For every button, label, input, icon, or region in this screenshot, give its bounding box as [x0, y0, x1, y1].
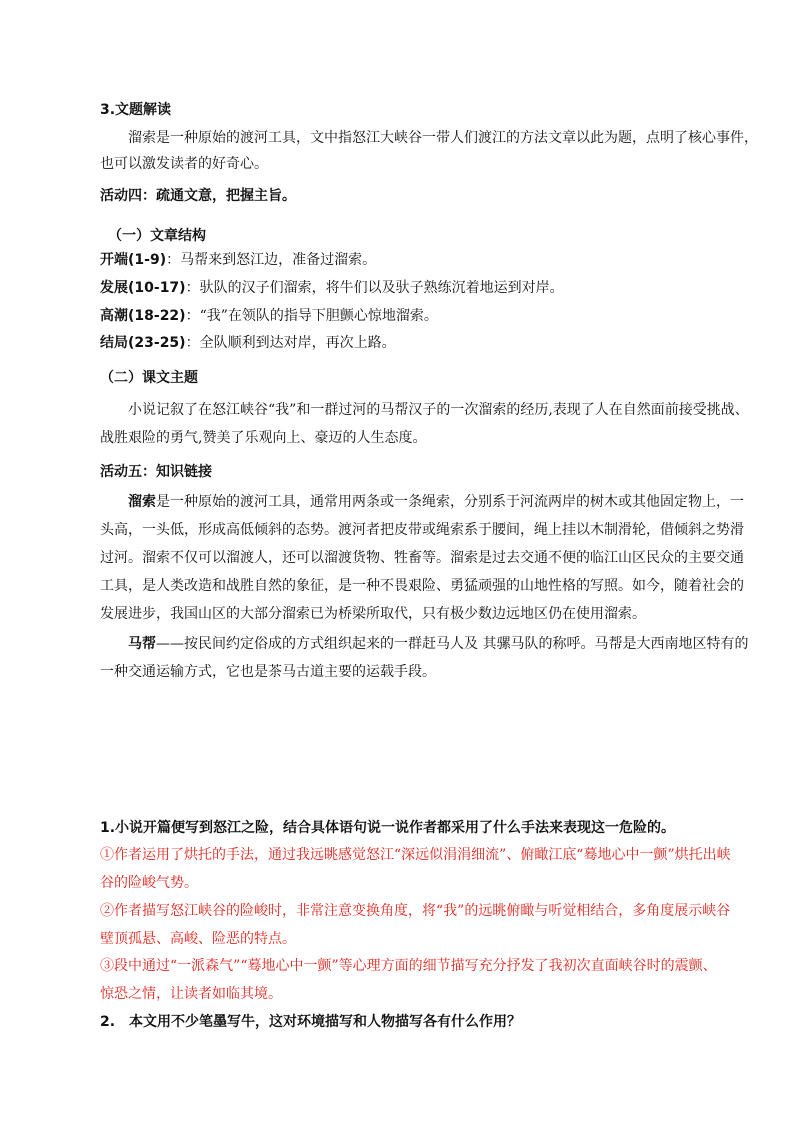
answer-line: 谷的险峻气势。	[100, 875, 198, 891]
paragraph-line: 战胜艰险的勇气,赞美了乐观向上、豪迈的人生态度。	[100, 430, 427, 446]
answer-line: 壁顶孤悬、高峻、险恶的特点。	[100, 931, 296, 947]
paragraph-line: 马帮——按民间约定俗成的方式组织起来的一群赶马人及 其骡马队的称呼。马帮是大西南地区特有的	[128, 636, 749, 652]
activity-heading: 活动五：知识链接	[100, 464, 212, 480]
paragraph-line: 也可以激发读者的好奇心。	[100, 156, 268, 172]
structure-item: 发展(10-17)：驮队的汉子们溜索，将牛们以及驮子熟练沉着地运到对岸。	[100, 280, 564, 296]
answer-line: ③段中通过“一派森气”“蓦地心中一颤”等心理方面的细节描写充分抒发了我初次直面峡谷时的震颤、	[100, 958, 717, 974]
activity-heading: 活动四：疏通文意，把握主旨。	[100, 188, 296, 204]
answer-line: ①作者运用了烘托的手法，通过我远眺感觉怒江“深远似涓涓细流”、俯瞰江底“蓦地心中一颤”烘托出峡	[100, 847, 731, 863]
section-heading: 3.文题解读	[100, 102, 172, 118]
answer-line: 惊恐之情，让读者如临其境。	[100, 986, 282, 1002]
paragraph-line: 一种交通运输方式，它也是茶马古道主要的运载手段。	[100, 664, 436, 680]
structure-item: 结局(23-25)：全队顺利到达对岸，再次上路。	[100, 335, 396, 351]
paragraph-line: 发展进步，我国山区的大部分溜索已为桥梁所取代，只有极少数边远地区仍在使用溜索。	[100, 606, 646, 622]
subheading: （二）课文主题	[100, 370, 198, 386]
paragraph-line: 小说记叙了在怒江峡谷“我”和一群过河的马帮汉子的一次溜索的经历,表现了人在自然面前接受挑战、	[128, 402, 749, 418]
paragraph-line: 溜索是一种原始的渡河工具，通常用两条或一条绳索，分别系于河流两岸的树木或其他固定物上，一	[128, 494, 744, 510]
paragraph-line: 工具，是人类改造和战胜自然的象征，是一种不畏艰险、勇猛顽强的山地性格的写照。如今，随着社会的	[100, 578, 744, 594]
question-2: 2. 本文用不少笔墨写牛，这对环境描写和人物描写各有什么作用？	[100, 1014, 522, 1030]
subheading: （一）文章结构	[108, 228, 206, 244]
answer-line: ②作者描写怒江峡谷的险峻时，非常注意变换角度，将“我”的远眺俯瞰与听觉相结合，多角度展示峡谷	[100, 903, 731, 919]
paragraph-line: 溜索是一种原始的渡河工具，文中指怒江大峡谷一带人们渡江的方法文章以此为题，点明了核心事件，	[128, 130, 758, 146]
question-1: 1.小说开篇便写到怒江之险，结合具体语句说一说作者都采用了什么手法来表现这一危险的。	[100, 820, 676, 836]
paragraph-line: 头高，一头低，形成高低倾斜的态势。渡河者把皮带或绳索系于腰间，绳上挂以木制滑轮，借倾斜之势滑	[100, 522, 744, 538]
structure-item: 开端(1-9)：马帮来到怒江边，准备过溜索。	[100, 252, 377, 268]
paragraph-line: 过河。溜索不仅可以溜渡人，还可以溜渡货物、牲畜等。溜索是过去交通不便的临江山区民众的主要交通	[100, 550, 744, 566]
structure-item: 高潮(18-22)：“我”在领队的指导下胆颤心惊地溜索。	[100, 308, 438, 324]
